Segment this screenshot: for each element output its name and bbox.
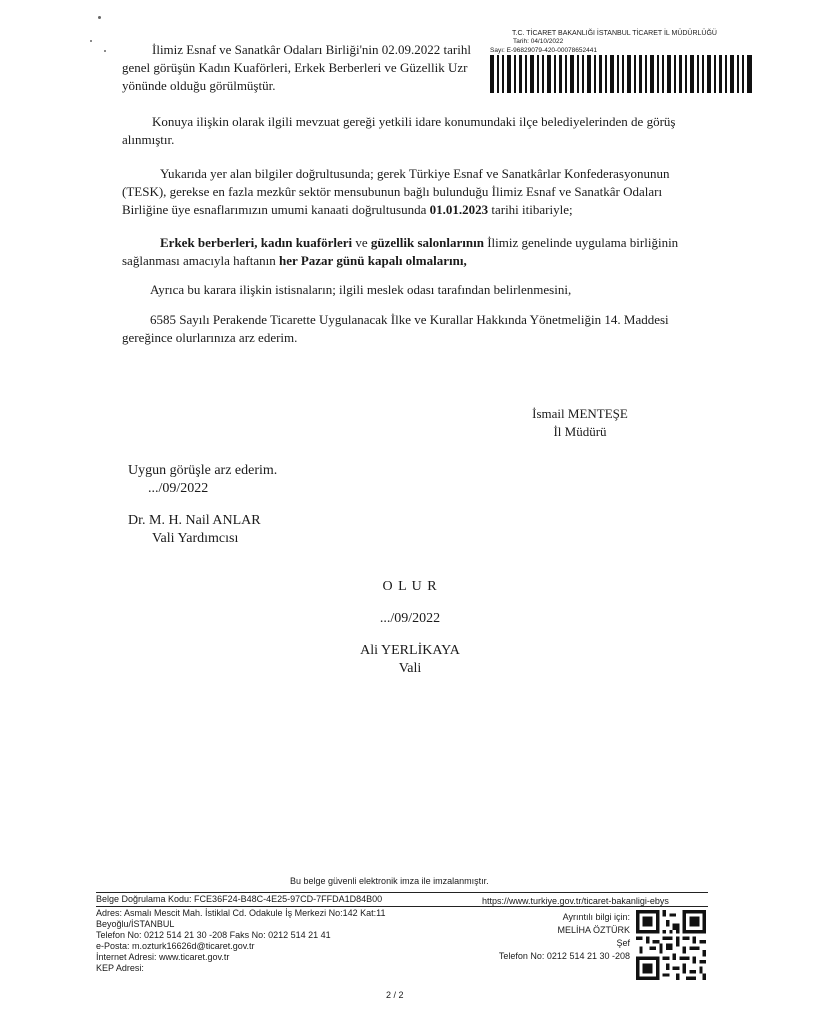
paragraph-3: [122, 165, 669, 219]
p2-line1: Konuya ilişkin olarak ilgili mevzuat gereği yetkili idare konumundaki ilçe belediyelerinden de görüş: [152, 114, 676, 129]
signatory-title: İl Müdürü: [553, 424, 607, 439]
scan-speck: [98, 16, 101, 19]
p6-line1: 6585 Sayılı Perakende Ticarette Uygulanacak İlke ve Kurallar Hakkında Yönetmeliğin 14. Maddesi: [150, 312, 669, 327]
stamp-org: T.C. TİCARET BAKANLIĞI İSTANBUL TİCARET İL MÜDÜRLÜĞÜ: [512, 30, 717, 37]
approval-block: [120, 462, 277, 498]
deputy-governor-title: Vali Yardımcısı: [152, 531, 239, 546]
deputy-governor-block: [128, 512, 261, 548]
web-address: İnternet Adresi: www.ticaret.gov.tr: [96, 952, 230, 962]
approval-text: Uygun görüşle arz ederim.: [128, 463, 278, 478]
scan-speck: [104, 50, 106, 52]
p1-line1: İlimiz Esnaf ve Sanatkâr Odaları Birliği'nin 02.09.2022 tarihl: [152, 42, 471, 57]
deputy-governor-name: Dr. M. H. Nail ANLAR: [128, 513, 261, 528]
signatory-name: İsmail MENTEŞE: [532, 406, 628, 421]
footer-rule-bottom: [96, 906, 708, 907]
p2-line2: alınmıştır.: [122, 132, 175, 147]
qr-code-icon: [634, 910, 708, 980]
info-contact-block: [470, 912, 630, 962]
paragraph-2: [122, 113, 675, 149]
barcode-image: [490, 55, 752, 93]
scan-speck: [90, 40, 92, 42]
olur-date: .../09/2022: [379, 611, 441, 626]
p3-line3: Birliğine üye esnaflarımızın umumi kanaati doğrultusunda 01.01.2023 tarihi itibariyle;: [122, 202, 573, 217]
paragraph-5: Ayrıca bu karara ilişkin istisnaların; ilgili meslek odası tarafından belirlenmesini,: [150, 282, 572, 297]
p6-line2: gereğince olurlarınıza arz ederim.: [122, 330, 298, 345]
info-title: Şef: [616, 938, 630, 948]
p1-line2: genel görüşün Kadın Kuaförleri, Erkek Berberleri ve Güzellik Uzr: [122, 60, 468, 75]
esign-note: Bu belge güvenli elektronik imza ile imzalanmıştır.: [290, 876, 489, 886]
paragraph-4: [122, 234, 678, 270]
p3-line2: (TESK), gerekse en fazla mezkûr sektör mensubunun bağlı bulunduğu İlimiz Esnaf ve Sanatkâr Odaları: [122, 184, 663, 199]
email: e-Posta: m.ozturk16626d@ticaret.gov.tr: [96, 941, 255, 951]
p3-line1: Yukarıda yer alan bilgiler doğrultusunda; gerek Türkiye Esnaf ve Sanatkârlar Konfederasyonunun: [160, 166, 670, 181]
verification-code: Belge Doğrulama Kodu: FCE36F24-B48C-4E25-97CD-7FFDA1D84B00: [96, 894, 383, 904]
phone-fax: Telefon No: 0212 514 21 30 -208 Faks No: 0212 514 21 41: [96, 930, 331, 940]
info-phone: Telefon No: 0212 514 21 30 -208: [498, 951, 630, 961]
p4-line1: Erkek berberleri, kadın kuaförleri ve güzellik salonlarının İlimiz genelinde uygulama birliğinin: [160, 235, 679, 250]
address-line1: Adres: Asmalı Mescit Mah. İstiklal Cd. Odakule İş Merkezi No:142 Kat:11: [96, 908, 386, 918]
paragraph-1: [122, 41, 471, 95]
approval-date: .../09/2022: [148, 481, 209, 496]
kep-address: KEP Adresi:: [96, 963, 144, 973]
p1-line3: yönünde olduğu görülmüştür.: [122, 78, 276, 93]
olur-label: O L U R: [382, 579, 438, 594]
contact-block: [96, 908, 385, 974]
effective-date: 01.01.2023: [429, 202, 489, 217]
document-stamp: [512, 30, 717, 46]
governor-name: Ali YERLİKAYA: [360, 643, 460, 658]
address-line2: Beyoğlu/İSTANBUL: [96, 919, 175, 929]
page-number: 2 / 2: [386, 990, 404, 1000]
p4-line2: sağlanması amacıyla haftanın her Pazar günü kapalı olmalarını,: [122, 253, 467, 268]
olur-block: [330, 578, 490, 678]
info-label: Ayrıntılı bilgi için:: [562, 912, 630, 922]
stamp-number: Sayı: E-96829079-420-00078652441: [490, 47, 597, 54]
verification-url[interactable]: https://www.turkiye.gov.tr/ticaret-bakanligi-ebys: [482, 896, 669, 906]
signatory-block: [528, 405, 632, 441]
stamp-date: Tarih: 04/10/2022: [513, 38, 564, 45]
info-name: MELİHA ÖZTÜRK: [557, 925, 630, 935]
paragraph-6: [122, 311, 669, 347]
governor-title: Vali: [398, 661, 422, 676]
footer-rule-top: [96, 892, 708, 893]
